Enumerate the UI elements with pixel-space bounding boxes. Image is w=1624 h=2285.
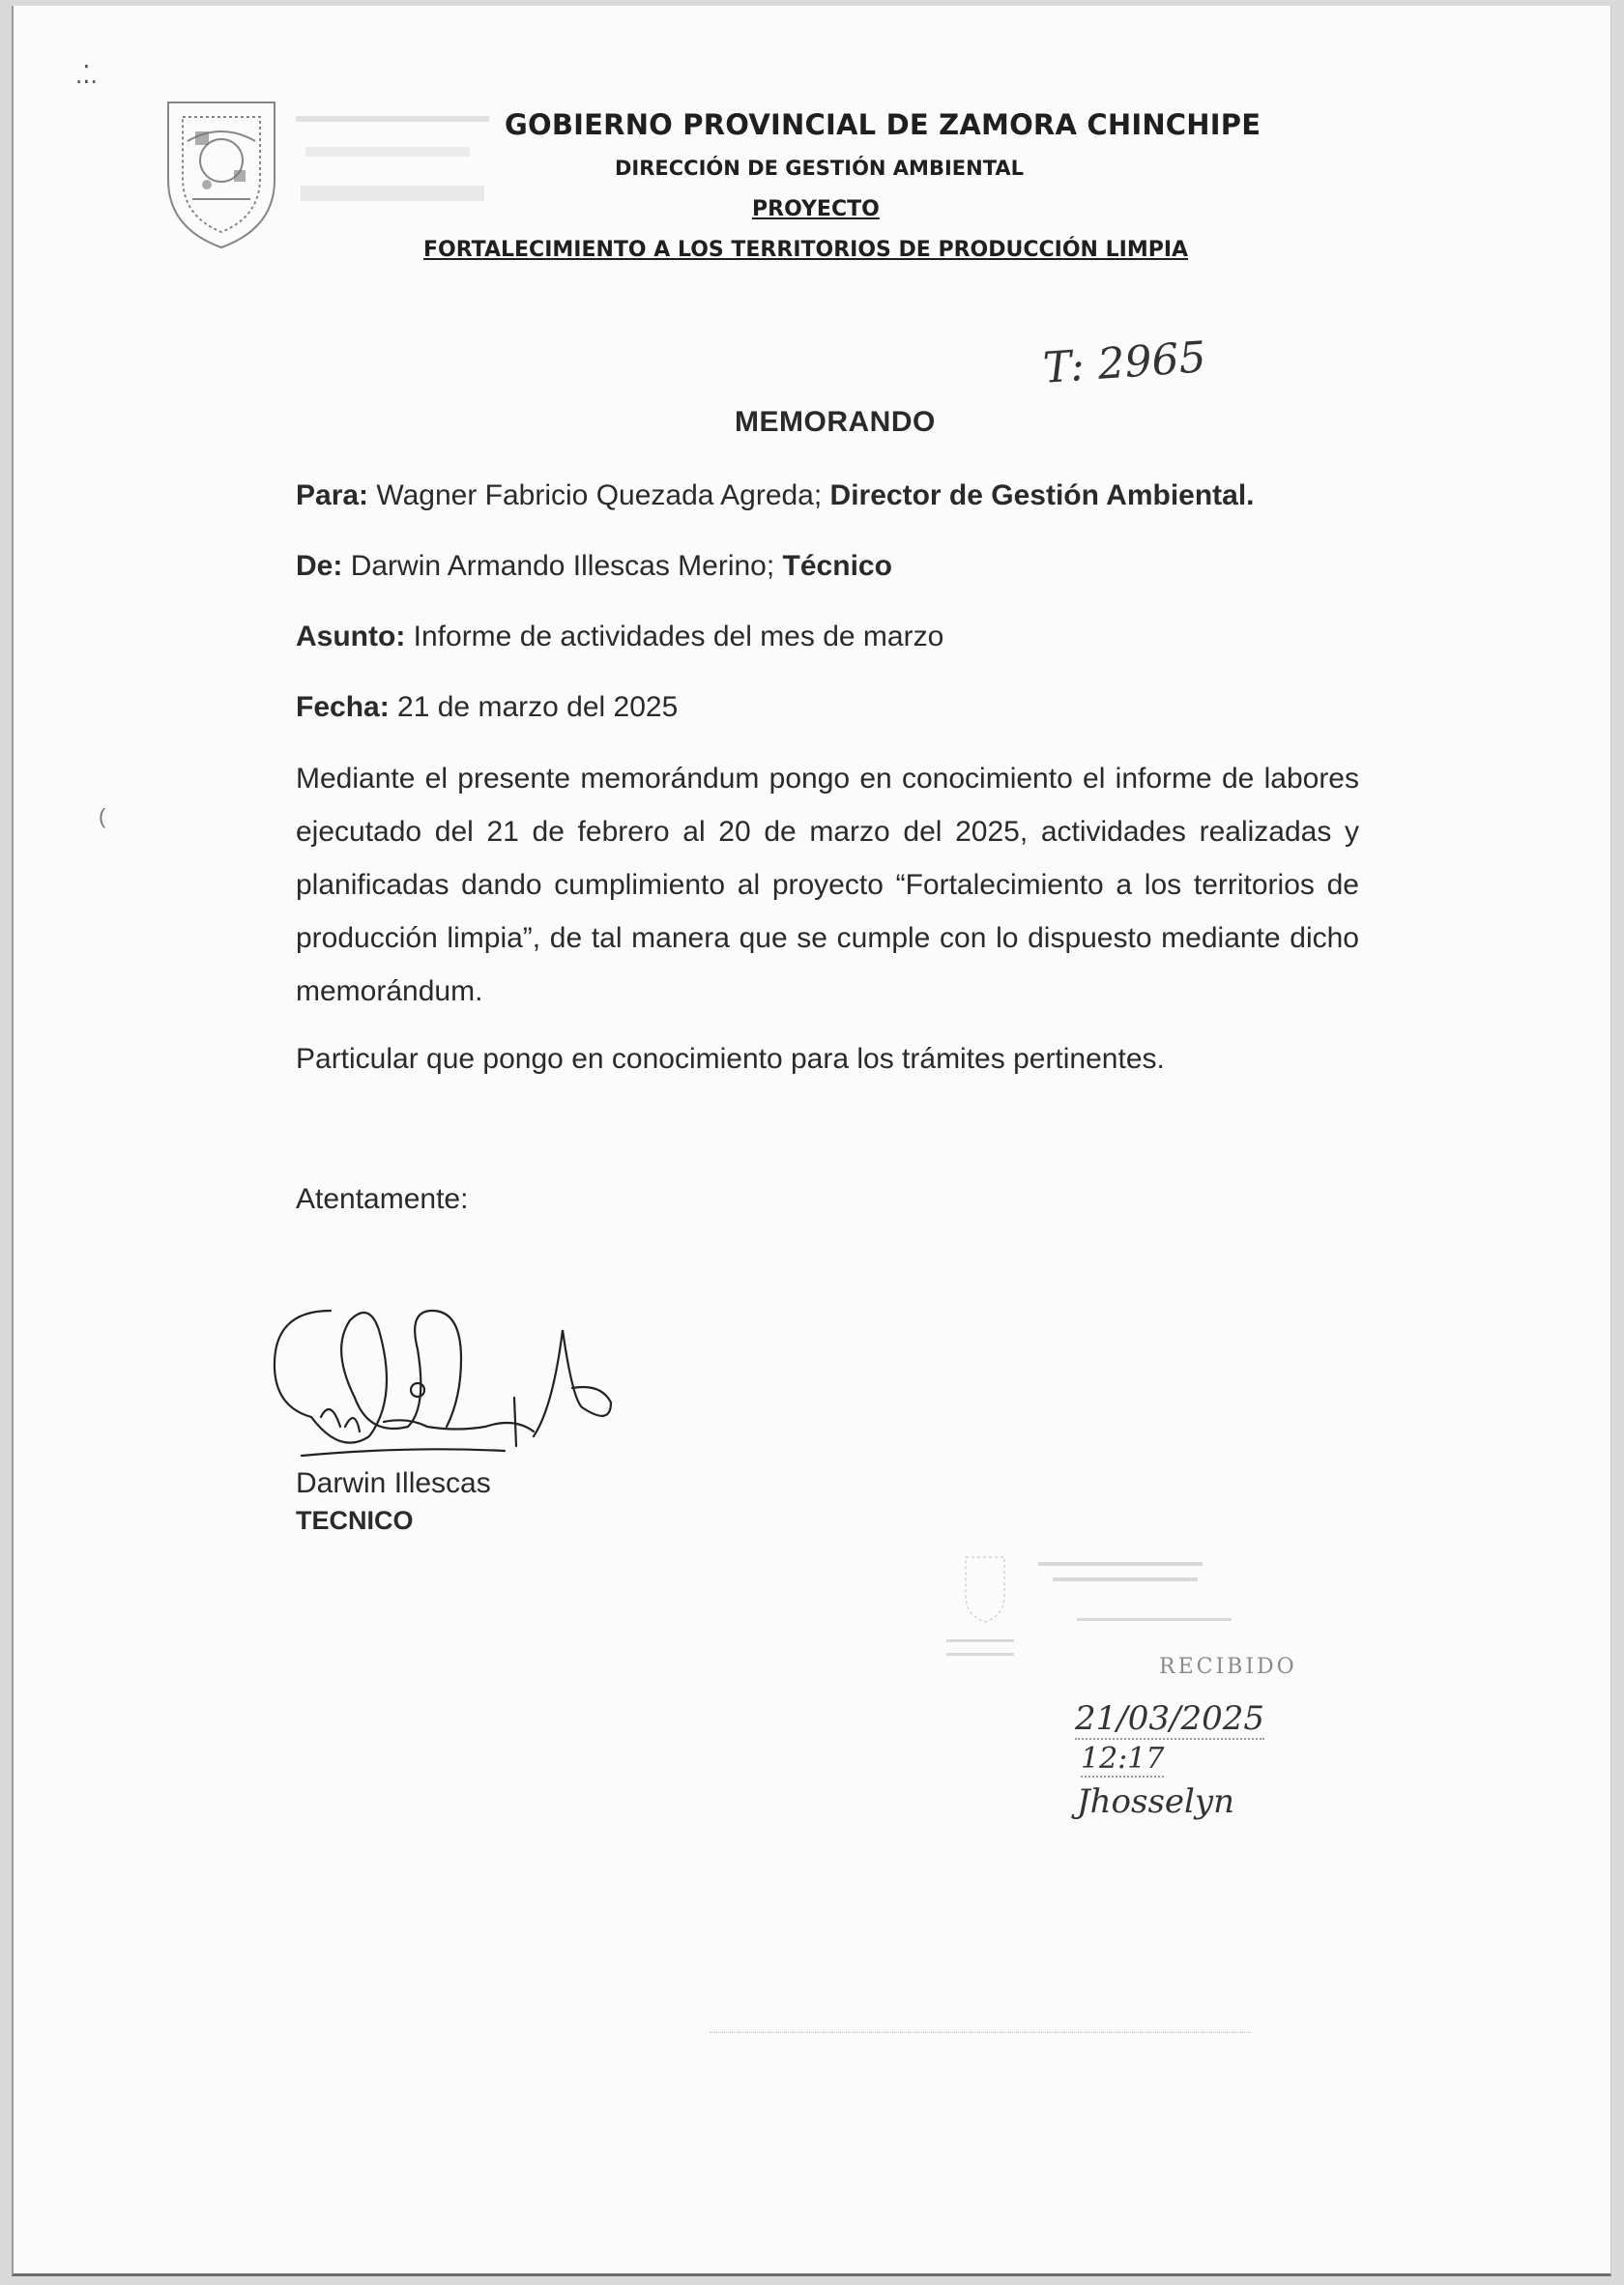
organization-heading: GOBIERNO PROVINCIAL DE ZAMORA CHINCHIPE <box>505 108 1262 141</box>
project-label: PROYECTO <box>752 197 880 221</box>
scan-artifact-line <box>710 2032 1251 2033</box>
seal-watermark-graphic <box>286 108 508 224</box>
fecha-value: 21 de marzo del 2025 <box>397 691 679 723</box>
margin-mark: ( <box>99 804 106 828</box>
de-role: Técnico <box>782 550 892 582</box>
asunto-label: Asunto: <box>296 621 406 652</box>
stamp-received-label: RECIBIDO <box>1159 1655 1297 1679</box>
asunto-value: Informe de actividades del mes de marzo <box>413 621 944 652</box>
memo-title: MEMORANDO <box>735 406 936 438</box>
para-label: Para: <box>296 479 369 511</box>
para-role: Director de Gestión Ambiental. <box>829 479 1255 511</box>
handwritten-tracking-number: T: 2965 <box>1041 333 1208 393</box>
field-para <box>296 479 1255 512</box>
signer-name: Darwin Illescas <box>296 1467 491 1499</box>
fecha-label: Fecha: <box>296 691 390 723</box>
de-label: De: <box>296 550 343 582</box>
de-name: Darwin Armando Illescas Merino; <box>350 550 775 582</box>
memo-body: Mediante el presente memorándum pongo en conocimiento el informe de labores ejecutado del 21 de febrero al 20 de marzo del 2025, actividades realizadas y planificadas dando cumplimiento al proyecto “Fortalecimiento a los territorios de producción limpia”, de tal manera que se cumple con lo dispuesto mediante dicho memorándum. <box>296 763 1359 1007</box>
field-asunto <box>296 621 943 653</box>
para-name: Wagner Fabricio Quezada Agreda; <box>376 479 823 511</box>
field-fecha <box>296 691 678 724</box>
stamp-received-by: Jhosselyn <box>1077 1782 1234 1821</box>
scan-mark: .⁚. <box>75 60 98 89</box>
signer-title: TECNICO <box>296 1506 414 1535</box>
handwritten-signature <box>263 1291 621 1465</box>
stamp-received-time: 12:17 <box>1081 1742 1165 1776</box>
direction-heading: DIRECCIÓN DE GESTIÓN AMBIENTAL <box>615 157 1025 180</box>
project-title: FORTALECIMIENTO A LOS TERRITORIOS DE PRODUCCIÓN LIMPIA <box>423 238 1189 262</box>
memo-closing: Particular que pongo en conocimiento para los trámites pertinentes. <box>296 1043 1165 1075</box>
stamp-received-date: 21/03/2025 <box>1075 1699 1264 1738</box>
provincial-seal-logo <box>149 83 294 257</box>
field-de <box>296 550 892 583</box>
memo-page <box>12 6 1611 2276</box>
memo-regards: Atentamente: <box>296 1183 469 1215</box>
